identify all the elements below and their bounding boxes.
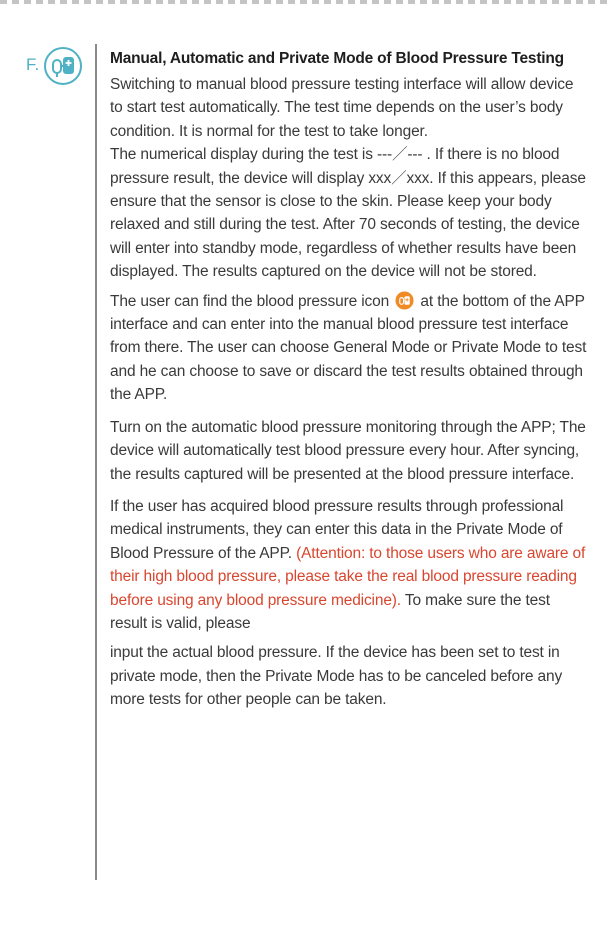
attention-warning: (Attention: to those users who are aware of their high blood pressure, please take the real blood pressure reading before using any blood pressure medicine). [110, 544, 586, 609]
section-title: Manual, Automatic and Private Mode of Blood Pressure Testing [110, 50, 564, 67]
paragraph-app-icon [110, 290, 588, 407]
top-dashed-border [0, 0, 611, 4]
paragraph-app-icon-text-start: The user can find the blood pressure icon [110, 292, 390, 310]
paragraph-private-mode [110, 495, 588, 635]
paragraph-private-mode-cancel: input the actual blood pressure. If the device has been set to test in private mode, then the Private Mode has to be canceled before any more tests for other people can be taken. [110, 644, 563, 709]
paragraph-automatic-monitoring: Turn on the automatic blood pressure monitoring through the APP; The device will automatically test blood pressure every hour. After syncing, the results captured will be presented at the blood pressure interface. [110, 418, 586, 483]
paragraph-app-icon-text-end: at the bottom of the APP interface and can enter into the manual blood pressure test interface from there. The user can choose General Mode or Private Mode to test and he can choose to save or discard the test results obtained through the APP. [110, 292, 587, 404]
blood-pressure-orange-icon [395, 291, 414, 310]
blood-pressure-cuff-icon [43, 46, 83, 86]
section-letter: F. [26, 55, 40, 74]
paragraph-private-mode-end: To make sure the test result is valid, please [110, 591, 550, 632]
paragraph-private-mode-start: If the user has acquired blood pressure results through professional medical instruments, they can enter this data in the Private Mode of Blood Pressure of the APP. [110, 497, 564, 562]
paragraph-numerical-display: The numerical display during the test is ---／--- . If there is no blood pressure result, the device will display xxx／xxx. If this appears, please ensure that the sensor is close to the skin. Please keep your body relaxed and still during the test. After 70 seconds of testing, the device will enter into standby mode, regardless of whether results have been displayed. The results captured on the device will not be stored. [110, 146, 586, 281]
section-content [110, 48, 588, 712]
section-divider-line [95, 44, 97, 880]
paragraph-manual-test: Switching to manual blood pressure testing interface will allow device to start test automatically. The test time depends on the user’s body condition. It is normal for the test to take longer. [110, 76, 574, 140]
